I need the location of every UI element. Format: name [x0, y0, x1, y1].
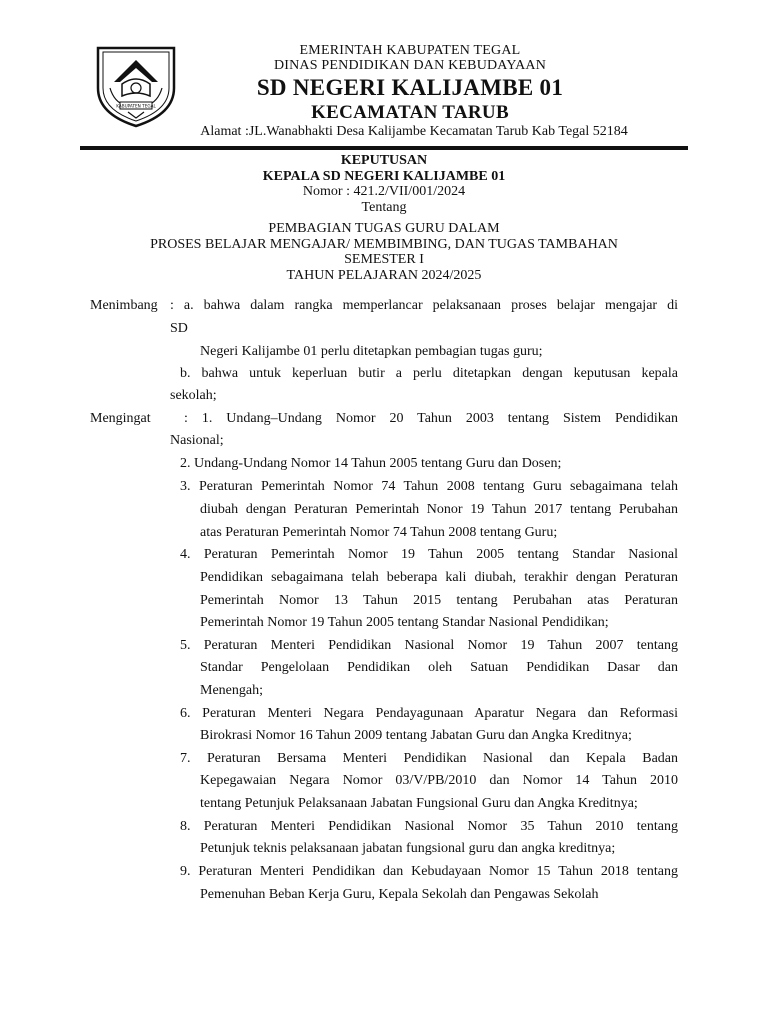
letterhead-divider — [80, 146, 688, 150]
mengingat-item-6-line2: Birokrasi Nomor 16 Tahun 2009 tentang Jabatan Guru dan Angka Kreditnya; — [200, 728, 632, 743]
mengingat-item-9-line2: Pemenuhan Beban Kerja Guru, Kepala Sekolah dan Pengawas Sekolah — [200, 887, 599, 902]
decree-subject-line1: PEMBAGIAN TUGAS GURU DALAM — [268, 221, 500, 236]
mengingat-item-8-line1: 8. Peraturan Menteri Pendidikan Nasional Nomor 35 Tahun 2010 tentang — [180, 819, 678, 834]
mengingat-item-3-line3: atas Peraturan Pemerintah Nomor 74 Tahun 2008 tentang Guru; — [200, 525, 558, 540]
mengingat-item-4-line3: Pemerintah Nomor 13 Tahun 2015 tentang Perubahan atas Peraturan — [200, 593, 678, 608]
menimbang-label: Menimbang — [90, 298, 158, 313]
school-address: Alamat :JL.Wanabhakti Desa Kalijambe Kecamatan Tarub Kab Tegal 52184 — [200, 124, 628, 139]
mengingat-item-7-line1: 7. Peraturan Bersama Menteri Pendidikan Nasional dan Kepala Badan — [180, 751, 678, 766]
letterhead — [180, 43, 640, 124]
decree-subject-line3: SEMESTER I — [344, 252, 424, 267]
menimbang-b-line2: sekolah; — [170, 388, 217, 403]
menimbang-a-line1: : a. bahwa dalam rangka memperlancar pelaksanaan proses belajar mengajar di — [170, 298, 678, 313]
mengingat-item-6-line1: 6. Peraturan Menteri Negara Pendayagunaan Aparatur Negara dan Reformasi — [180, 706, 678, 721]
mengingat-item-1-line2: Nasional; — [170, 433, 224, 448]
menimbang-a-line2: Negeri Kalijambe 01 perlu ditetapkan pembagian tugas guru; — [200, 344, 543, 359]
school-name: SD NEGERI KALIJAMBE 01 — [256, 75, 564, 100]
decree-subject-line2: PROSES BELAJAR MENGAJAR/ MEMBIMBING, DAN TUGAS TAMBAHAN — [150, 236, 618, 252]
decree-issuer: KEPALA SD NEGERI KALIJAMBE 01 — [262, 168, 506, 184]
mengingat-item-2: 2. Undang-Undang Nomor 14 Tahun 2005 tentang Guru dan Dosen; — [180, 456, 562, 471]
letterhead-agency: DINAS PENDIDIKAN DAN KEBUDAYAAN — [273, 58, 547, 73]
mengingat-item-3-line1: 3. Peraturan Pemerintah Nomor 74 Tahun 2008 tentang Guru sebagaimana telah — [180, 479, 678, 494]
mengingat-item-5-line3: Menengah; — [200, 683, 263, 698]
mengingat-item-7-line2: Kepegawaian Negara Nomor 03/V/PB/2010 dan Nomor 14 Tahun 2010 — [200, 773, 678, 788]
regency-emblem-icon — [92, 44, 180, 128]
mengingat-item-7-line3: tentang Petunjuk Pelaksanaan Jabatan Fungsional Guru dan Angka Kreditnya; — [200, 796, 638, 811]
mengingat-item-4-line4: Pemerintah Nomor 19 Tahun 2005 tentang Standar Nasional Pendidikan; — [200, 615, 609, 630]
mengingat-item-3-line2: diubah dengan Peraturan Pemerintah Nonor 19 Tahun 2017 tentang Perubahan — [200, 502, 678, 517]
menimbang-a-sd: SD — [170, 321, 188, 336]
mengingat-item-8-line2: Petunjuk teknis pelaksanaan jabatan fungsional guru dan angka kreditnya; — [200, 841, 616, 856]
decree-number: Nomor : 421.2/VII/001/2024 — [302, 184, 466, 199]
decree-about: Tentang — [361, 199, 407, 215]
mengingat-item-1-line1: : 1. Undang–Undang Nomor 20 Tahun 2003 tentang Sistem Pendidikan — [184, 411, 678, 426]
mengingat-item-9-line1: 9. Peraturan Menteri Pendidikan dan Kebudayaan Nomor 15 Tahun 2018 tentang — [180, 864, 678, 879]
menimbang-b-line1: b. bahwa untuk keperluan butir a perlu ditetapkan dengan keputusan kepala — [180, 366, 678, 381]
mengingat-item-4-line1: 4. Peraturan Pemerintah Nomor 19 Tahun 2005 tentang Standar Nasional — [180, 547, 678, 562]
decree-title: KEPUTUSAN — [340, 153, 428, 168]
mengingat-item-5-line2: Standar Pengelolaan Pendidikan oleh Satuan Pendidikan Dasar dan — [200, 660, 678, 675]
school-district: KECAMATAN TARUB — [311, 102, 509, 123]
mengingat-label: Mengingat — [90, 411, 151, 426]
logo-text: KABUPATEN TEGAL — [116, 103, 156, 109]
mengingat-item-5-line1: 5. Peraturan Menteri Pendidikan Nasional Nomor 19 Tahun 2007 tentang — [180, 638, 678, 653]
mengingat-item-4-line2: Pendidikan sebagaimana telah beberapa kali diubah, terakhir dengan Peraturan — [200, 570, 678, 585]
letterhead-government: EMERINTAH KABUPATEN TEGAL — [299, 43, 521, 58]
decree-subject-line4: TAHUN PELAJARAN 2024/2025 — [286, 267, 482, 283]
decree-header — [0, 153, 768, 283]
